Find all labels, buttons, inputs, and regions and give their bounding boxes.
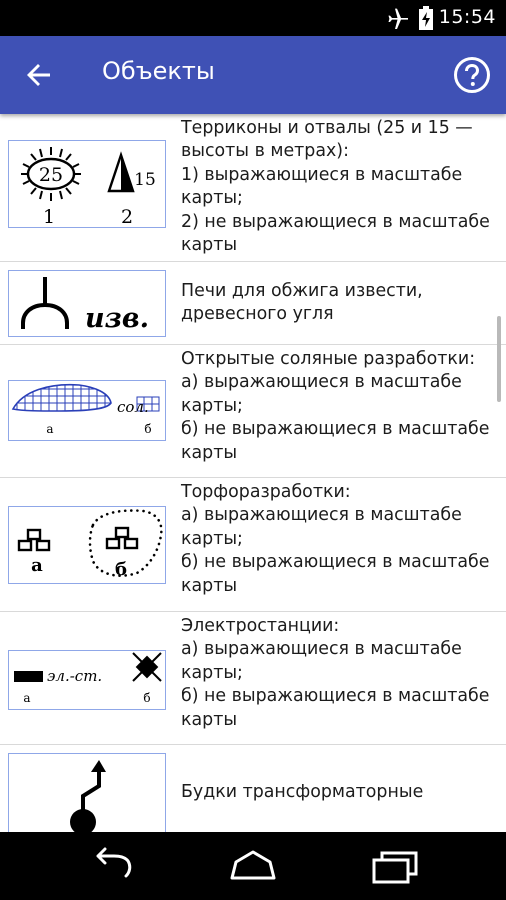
symbol-label: а — [23, 691, 31, 705]
item-description: Электростанции: а) выражающиеся в масштабе карты; б) не выражающиеся в масштабе карты — [181, 616, 490, 730]
status-bar — [0, 0, 506, 36]
symbol-label: 2 — [120, 206, 134, 227]
recent-apps-icon[interactable] — [370, 846, 422, 886]
navigation-bar — [0, 832, 506, 900]
objects-list[interactable] — [0, 114, 506, 832]
map-symbol-power-stations — [8, 650, 166, 710]
list-item[interactable] — [0, 612, 506, 745]
map-symbol-spoil-heaps — [8, 140, 166, 228]
map-symbol-lime-kilns — [8, 270, 166, 337]
item-description: Печи для обжига извести, древесного угля — [181, 281, 423, 325]
map-symbol-transformer-booths — [8, 753, 166, 832]
list-item[interactable] — [0, 345, 506, 478]
app-bar — [0, 36, 506, 114]
list-item[interactable] — [0, 262, 506, 345]
list-item[interactable] — [0, 478, 506, 612]
list-item[interactable] — [0, 745, 506, 832]
map-symbol-salt-works — [8, 380, 166, 441]
symbol-label: эл.-ст. — [47, 667, 103, 685]
symbol-label: 25 — [38, 164, 64, 186]
symbol-label: сол. — [117, 398, 149, 416]
battery-charging-icon — [419, 6, 433, 30]
airplane-mode-icon — [385, 7, 411, 29]
status-time: 15:54 — [438, 6, 496, 28]
item-description: Торфоразработки: а) выражающиеся в масштабе карты; б) не выражающиеся в масштабе карты — [181, 482, 490, 596]
item-description: Будки трансформаторные — [181, 782, 424, 802]
symbol-label: 1 — [42, 206, 56, 227]
symbol-label: изв. — [85, 303, 149, 334]
map-symbol-peat-works — [8, 506, 166, 584]
symbol-label: б — [114, 559, 128, 580]
page-title: Объекты — [102, 57, 215, 85]
list-item[interactable] — [0, 114, 506, 262]
symbol-label: б — [144, 422, 152, 436]
symbol-label: а — [46, 422, 54, 436]
symbol-label: б — [143, 691, 151, 705]
home-nav-icon[interactable] — [226, 846, 280, 886]
item-description: Терриконы и отвалы (25 и 15 — высоты в метрах): 1) выражающиеся в масштабе карты; 2) не выражающиеся в масштабе карты — [181, 118, 490, 256]
back-nav-icon[interactable] — [86, 846, 138, 886]
arrow-back-icon[interactable] — [22, 58, 56, 92]
symbol-label: а — [31, 555, 43, 576]
help-circle-icon[interactable] — [453, 56, 491, 94]
item-description: Открытые соляные разработки: а) выражающиеся в масштабе карты; б) не выражающиеся в масштабе карты — [181, 349, 490, 463]
scrollbar[interactable] — [497, 316, 501, 402]
symbol-label: 15 — [134, 170, 156, 190]
